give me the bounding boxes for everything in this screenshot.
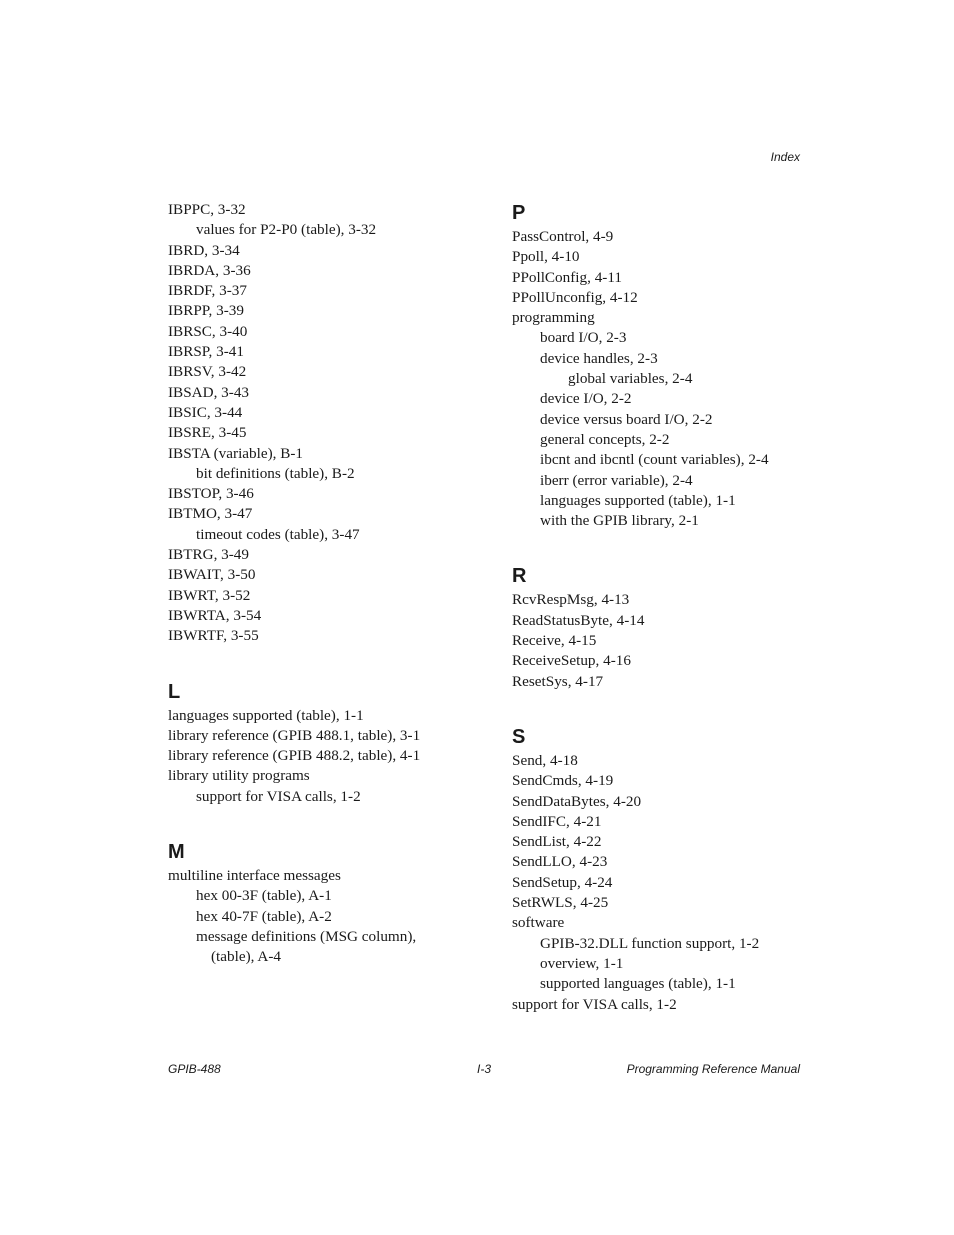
index-entry: support for VISA calls, 1-2 — [196, 787, 361, 805]
index-column-left — [168, 200, 468, 1000]
index-entry: PPollUnconfig, 4-12 — [512, 288, 638, 306]
index-entry: IBSAD, 3-43 — [168, 383, 250, 401]
index-entry: IBPPC, 3-32 — [168, 201, 246, 218]
section-letter-heading: M — [168, 841, 185, 864]
index-section — [512, 724, 812, 1015]
footer-product-name: GPIB-488 — [168, 1062, 221, 1076]
index-entry: programming — [512, 309, 595, 327]
index-entry: Send, 4-18 — [512, 751, 578, 769]
index-entry: PassControl, 4-9 — [512, 228, 614, 245]
index-entry: IBSTA (variable), B-1 — [168, 444, 304, 462]
index-entry: PPollConfig, 4-11 — [512, 268, 622, 286]
index-entry: multiline interface messages — [168, 867, 341, 885]
index-entry: device I/O, 2-2 — [540, 390, 632, 408]
index-entry: bit definitions (table), B-2 — [196, 464, 355, 482]
index-entry: support for VISA calls, 1-2 — [512, 995, 677, 1013]
index-entry: SendCmds, 4-19 — [512, 772, 614, 790]
index-entry: general concepts, 2-2 — [540, 430, 670, 448]
index-entry: values for P2-P0 (table), 3-32 — [196, 221, 377, 239]
index-entry: supported languages (table), 1-1 — [540, 975, 736, 993]
index-entry: global variables, 2-4 — [568, 370, 693, 388]
index-entry: SendSetup, 4-24 — [512, 873, 613, 891]
running-head-section-title: Index — [770, 150, 800, 164]
index-entry: Ppoll, 4-10 — [512, 248, 580, 266]
index-column-right — [512, 200, 812, 1047]
index-entry: SendDataBytes, 4-20 — [512, 792, 642, 810]
index-entry: software — [512, 914, 565, 932]
index-entry: device versus board I/O, 2-2 — [540, 410, 713, 428]
index-entry: IBRSV, 3-42 — [168, 363, 247, 381]
index-entry: SendList, 4-22 — [512, 833, 602, 851]
index-entry: device handles, 2-3 — [540, 349, 658, 367]
index-entry: ibcnt and ibcntl (count variables), 2-4 — [540, 451, 769, 469]
index-entry: Receive, 4-15 — [512, 632, 597, 650]
index-entry: IBSTOP, 3-46 — [168, 485, 254, 503]
index-entry: overview, 1-1 — [540, 954, 624, 972]
section-letter-heading: S — [512, 725, 526, 748]
footer-manual-title: Programming Reference Manual — [626, 1062, 800, 1076]
index-entry: IBSIC, 3-44 — [168, 403, 243, 421]
index-entry: IBTRG, 3-49 — [168, 546, 249, 564]
index-entry: IBRSC, 3-40 — [168, 322, 248, 340]
index-section — [512, 563, 812, 691]
section-letter-heading: L — [168, 680, 181, 703]
index-entry: timeout codes (table), 3-47 — [196, 525, 360, 543]
index-entry: hex 40-7F (table), A-2 — [196, 907, 332, 925]
index-entry: RcvRespMsg, 4-13 — [512, 591, 630, 609]
index-entry: IBRD, 3-34 — [168, 241, 240, 259]
index-entry: IBWAIT, 3-50 — [168, 566, 256, 584]
index-entry: IBRPP, 3-39 — [168, 302, 244, 320]
index-entry: GPIB-32.DLL function support, 1-2 — [540, 934, 760, 952]
index-entry: (table), A-4 — [211, 948, 282, 966]
index-entry: ResetSys, 4-17 — [512, 672, 604, 690]
index-entry: hex 00-3F (table), A-1 — [196, 887, 332, 905]
index-entry: SendLLO, 4-23 — [512, 853, 608, 871]
index-entry: IBWRTF, 3-55 — [168, 627, 259, 645]
index-entry: library utility programs — [168, 767, 310, 785]
index-entry: board I/O, 2-3 — [540, 329, 627, 347]
index-entry: IBTMO, 3-47 — [168, 505, 253, 523]
index-entry: library reference (GPIB 488.1, table), 3-1 — [168, 726, 421, 744]
index-entry: message definitions (MSG column), — [196, 927, 417, 945]
index-entry: SetRWLS, 4-25 — [512, 894, 609, 912]
index-section — [168, 679, 468, 807]
index-section — [512, 200, 812, 531]
index-entry: languages supported (table), 1-1 — [540, 491, 736, 509]
index-entry: SendIFC, 4-21 — [512, 812, 602, 830]
index-entry: IBWRT, 3-52 — [168, 586, 251, 604]
index-section — [168, 839, 468, 967]
index-entry: ReadStatusByte, 4-14 — [512, 611, 645, 629]
index-entry: with the GPIB library, 2-1 — [540, 512, 699, 530]
footer-page-number: I-3 — [477, 1062, 492, 1076]
index-entry: IBRDA, 3-36 — [168, 261, 251, 279]
section-letter-heading: R — [512, 565, 527, 588]
index-entry: IBWRTA, 3-54 — [168, 606, 262, 624]
index-entry: IBRDF, 3-37 — [168, 282, 247, 300]
index-entry: IBRSP, 3-41 — [168, 343, 244, 361]
index-entry: languages supported (table), 1-1 — [168, 706, 364, 724]
index-section — [168, 200, 468, 647]
index-entry: ReceiveSetup, 4-16 — [512, 652, 631, 670]
index-entry: iberr (error variable), 2-4 — [540, 471, 693, 489]
index-entry: IBSRE, 3-45 — [168, 424, 247, 442]
section-letter-heading: P — [512, 202, 526, 224]
index-entry: library reference (GPIB 488.2, table), 4-1 — [168, 747, 421, 765]
